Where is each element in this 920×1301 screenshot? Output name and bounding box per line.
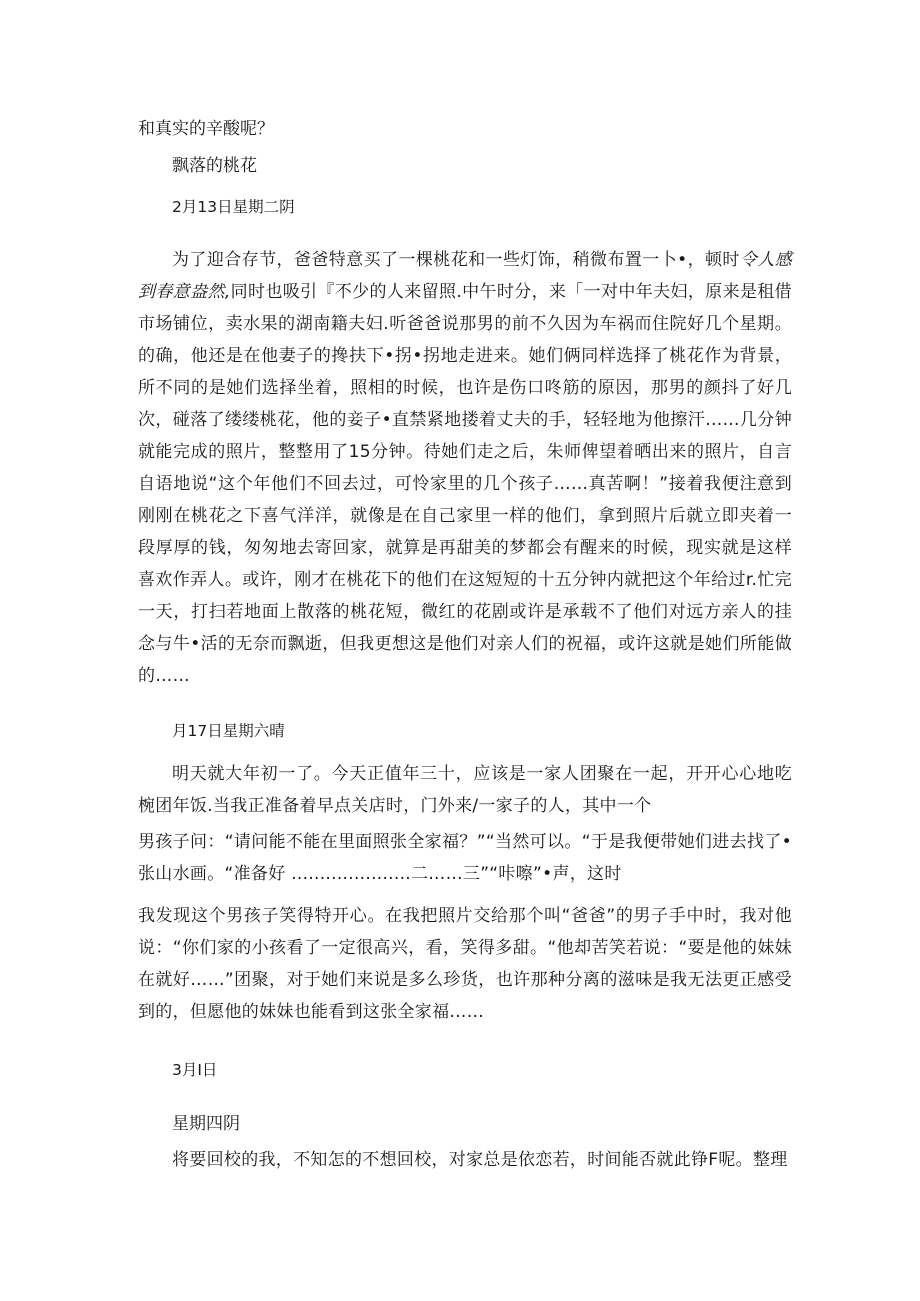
paragraph [138,900,792,1028]
diary-date: 星期四阴 [172,1114,240,1134]
paragraph [138,244,792,692]
paragraph-text: 我发现这个男孩子笑得特开心。在我把照片交给那个叫“爸爸”的男子手中时，我对他说：“你们家的小孩看了一定很高兴，看，笑得多甜。“他却苦笑若说：“要是他的妹妹在就好……”团聚，对于她们来说是多么珍货，也许那种分离的滋味是我无法更正感受到的，但愿他的妹妹也能看到这张全家福…… [138,906,792,1022]
diary-date: 3月I日 [172,1061,218,1079]
paragraph-text: 男孩子问：“请问能不能在里面照张全家福？”“当然可以。“于是我便带她们进去找了•张山水画。“准备好 .....................二……三”“咔嚓”•声，这时 [138,832,792,884]
text-line: 和真实的辛酸呢？ [138,119,274,139]
diary-date: 2月13日星期二阴 [172,198,295,216]
paragraph-text: 为了迎合存节，爸爸特意买了一棵桃花和一些灯饰，稍微布置一卜•，顿时 [172,250,740,270]
paragraph-text: 同时也吸引『不少的人来留照.中午时分，来「一对中年夫妇，原来是租借市场铺位，卖水果的湖南籍夫妇.听爸爸说那男的前不久因为车祸而住院好几个星期。的确，他还是在他妻子的搀扶下•拐•拐地走进来。她们俩同样选择了桃花作为背景，所不同的是她们选择坐着，照相的时候，也许是伤口咚筋的原因，那男的颜抖了好几次，碰落了缕缕桃花，他的妾子•直禁紧地搂着丈夫的手，轻轻地为他擦汗……几分钟就能完成的照片，整整用了15分钟。待她们走之后，朱师俾望着晒出来的照片，自言自语地说“这个年他们不回去过，可怜家里的几个孩子……真苦啊！”接着我便注意到刚刚在桃花之下喜气洋洋，就像是在自己家里一样的他们，拿到照片后就立即夹着一段厚厚的钱，匆匆地去寄回家，就算是再甜美的梦都会有醒来的时候，现实就是这样喜欢作弄人。或许，刚才在桃花下的他们在这短短的十五分钟内就把这个年给过r.忙完一天，打扫若地面上散落的桃花短，微红的花剧或许是承载不了他们对远方亲人的挂念与牛•活的无奈而飘逝，但我更想这是他们对亲人们的祝福，或许这就是她们所能做的…… [138,282,792,686]
diary-date: 月17日星期六晴 [172,722,285,740]
paragraph [138,826,792,890]
paragraph-text: 明天就大年初一了。今天正值年三十，应该是一家人团聚在一起，开开心心地吃椀团年饭.当我正准备着早点关店时，门外来/一家子的人，其中一个 [138,764,792,816]
paragraph [138,758,792,822]
paragraph-text: 将要回校的我，不知怎的不想回校，对家总是依恋若，时间能否就此铮F呢。整理 [172,1150,788,1170]
paragraph-italic-text: 令人感到春意盎然, [138,250,792,302]
section-title: 飘落的桃花 [172,156,257,176]
paragraph [138,1144,792,1176]
